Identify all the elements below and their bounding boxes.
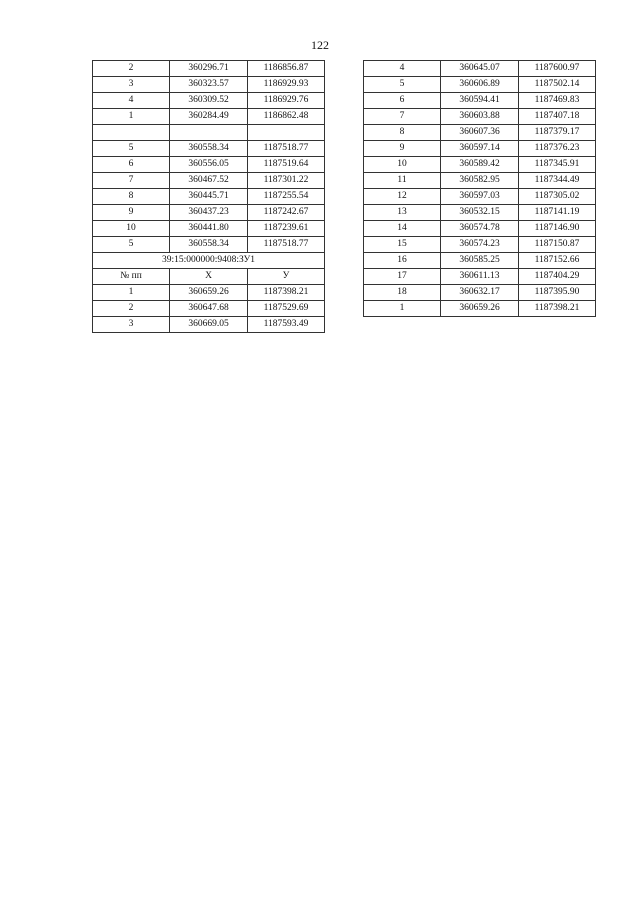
- parcel-caption-row: [93, 253, 325, 269]
- point-number-cell: 15: [364, 237, 441, 253]
- point-number-cell: 7: [364, 109, 441, 125]
- table-row: [93, 237, 325, 253]
- x-coordinate-cell: 360645.07: [441, 61, 519, 77]
- x-coordinate-cell: 360467.52: [170, 173, 248, 189]
- table-row: [93, 157, 325, 173]
- x-coordinate-cell: 360659.26: [170, 285, 248, 301]
- x-coordinate-cell: [170, 125, 248, 141]
- point-number-cell: 8: [93, 189, 170, 205]
- x-coordinate-cell: 360574.23: [441, 237, 519, 253]
- table-row: [93, 109, 325, 125]
- page-number: 122: [311, 38, 329, 52]
- point-number-cell: 10: [93, 221, 170, 237]
- point-number-cell: 2: [93, 301, 170, 317]
- table-row: [364, 125, 596, 141]
- y-coordinate-cell: 1187239.61: [248, 221, 325, 237]
- x-coordinate-cell: 360597.03: [441, 189, 519, 205]
- y-coordinate-cell: 1187519.64: [248, 157, 325, 173]
- point-number-cell: 1: [93, 285, 170, 301]
- y-coordinate-cell: 1187376.23: [519, 141, 596, 157]
- header-x: X: [170, 269, 248, 285]
- header-point-number: № пп: [93, 269, 170, 285]
- table-row: [364, 173, 596, 189]
- table-row: [364, 269, 596, 285]
- table-row: [364, 189, 596, 205]
- y-coordinate-cell: 1187529.69: [248, 301, 325, 317]
- x-coordinate-cell: 360597.14: [441, 141, 519, 157]
- y-coordinate-cell: 1187469.83: [519, 93, 596, 109]
- x-coordinate-cell: 360445.71: [170, 189, 248, 205]
- point-number-cell: 4: [364, 61, 441, 77]
- x-coordinate-cell: 360606.89: [441, 77, 519, 93]
- y-coordinate-cell: 1187395.90: [519, 285, 596, 301]
- coordinates-table-left: [92, 60, 325, 333]
- point-number-cell: 11: [364, 173, 441, 189]
- point-number-cell: 1: [364, 301, 441, 317]
- y-coordinate-cell: 1187379.17: [519, 125, 596, 141]
- point-number-cell: 8: [364, 125, 441, 141]
- table-row: [93, 125, 325, 141]
- table-row: [93, 141, 325, 157]
- point-number-cell: 13: [364, 205, 441, 221]
- table-row: [364, 109, 596, 125]
- table-row: [364, 301, 596, 317]
- y-coordinate-cell: 1187518.77: [248, 237, 325, 253]
- x-coordinate-cell: 360556.05: [170, 157, 248, 173]
- point-number-cell: 2: [93, 61, 170, 77]
- x-coordinate-cell: 360585.25: [441, 253, 519, 269]
- point-number-cell: [93, 125, 170, 141]
- table-row: [364, 205, 596, 221]
- point-number-cell: 9: [364, 141, 441, 157]
- table-row: [93, 189, 325, 205]
- point-number-cell: 17: [364, 269, 441, 285]
- x-coordinate-cell: 360437.23: [170, 205, 248, 221]
- table-row: [364, 141, 596, 157]
- y-coordinate-cell: 1187600.97: [519, 61, 596, 77]
- point-number-cell: 16: [364, 253, 441, 269]
- y-coordinate-cell: 1187593.49: [248, 317, 325, 333]
- table-row: [93, 221, 325, 237]
- x-coordinate-cell: 360574.78: [441, 221, 519, 237]
- x-coordinate-cell: 360611.13: [441, 269, 519, 285]
- x-coordinate-cell: 360309.52: [170, 93, 248, 109]
- y-coordinate-cell: 1187398.21: [248, 285, 325, 301]
- x-coordinate-cell: 360284.49: [170, 109, 248, 125]
- point-number-cell: 4: [93, 93, 170, 109]
- table-row: [364, 77, 596, 93]
- point-number-cell: 3: [93, 317, 170, 333]
- point-number-cell: 18: [364, 285, 441, 301]
- y-coordinate-cell: 1187407.18: [519, 109, 596, 125]
- parcel-number-caption: 39:15:000000:9408:ЗУ1: [93, 253, 325, 269]
- x-coordinate-cell: 360558.34: [170, 141, 248, 157]
- header-y: У: [248, 269, 325, 285]
- y-coordinate-cell: [248, 125, 325, 141]
- table-row: [93, 317, 325, 333]
- point-number-cell: 10: [364, 157, 441, 173]
- table-row: [93, 93, 325, 109]
- x-coordinate-cell: 360582.95: [441, 173, 519, 189]
- table-row: [93, 285, 325, 301]
- point-number-cell: 5: [93, 141, 170, 157]
- x-coordinate-cell: 360323.57: [170, 77, 248, 93]
- point-number-cell: 14: [364, 221, 441, 237]
- y-coordinate-cell: 1187150.87: [519, 237, 596, 253]
- y-coordinate-cell: 1187141.19: [519, 205, 596, 221]
- table-row: [364, 93, 596, 109]
- point-number-cell: 6: [364, 93, 441, 109]
- x-coordinate-cell: 360632.17: [441, 285, 519, 301]
- x-coordinate-cell: 360607.36: [441, 125, 519, 141]
- table-row: [364, 61, 596, 77]
- y-coordinate-cell: 1186856.87: [248, 61, 325, 77]
- x-coordinate-cell: 360594.41: [441, 93, 519, 109]
- y-coordinate-cell: 1187146.90: [519, 221, 596, 237]
- table-row: [93, 301, 325, 317]
- table-row: [93, 77, 325, 93]
- table-header-row: [93, 269, 325, 285]
- x-coordinate-cell: 360589.42: [441, 157, 519, 173]
- y-coordinate-cell: 1187518.77: [248, 141, 325, 157]
- y-coordinate-cell: 1187305.02: [519, 189, 596, 205]
- y-coordinate-cell: 1187152.66: [519, 253, 596, 269]
- x-coordinate-cell: 360669.05: [170, 317, 248, 333]
- y-coordinate-cell: 1187301.22: [248, 173, 325, 189]
- point-number-cell: 12: [364, 189, 441, 205]
- point-number-cell: 9: [93, 205, 170, 221]
- x-coordinate-cell: 360659.26: [441, 301, 519, 317]
- y-coordinate-cell: 1187398.21: [519, 301, 596, 317]
- table-row: [93, 205, 325, 221]
- x-coordinate-cell: 360296.71: [170, 61, 248, 77]
- x-coordinate-cell: 360558.34: [170, 237, 248, 253]
- y-coordinate-cell: 1187345.91: [519, 157, 596, 173]
- table-row: [364, 237, 596, 253]
- y-coordinate-cell: 1187404.29: [519, 269, 596, 285]
- x-coordinate-cell: 360647.68: [170, 301, 248, 317]
- point-number-cell: 3: [93, 77, 170, 93]
- table-row: [93, 173, 325, 189]
- y-coordinate-cell: 1186929.93: [248, 77, 325, 93]
- y-coordinate-cell: 1187344.49: [519, 173, 596, 189]
- y-coordinate-cell: 1186929.76: [248, 93, 325, 109]
- table-row: [364, 253, 596, 269]
- table-row: [364, 157, 596, 173]
- coordinates-table-right: [363, 60, 596, 317]
- x-coordinate-cell: 360532.15: [441, 205, 519, 221]
- y-coordinate-cell: 1186862.48: [248, 109, 325, 125]
- x-coordinate-cell: 360441.80: [170, 221, 248, 237]
- point-number-cell: 5: [364, 77, 441, 93]
- x-coordinate-cell: 360603.88: [441, 109, 519, 125]
- point-number-cell: 1: [93, 109, 170, 125]
- point-number-cell: 5: [93, 237, 170, 253]
- point-number-cell: 7: [93, 173, 170, 189]
- y-coordinate-cell: 1187242.67: [248, 205, 325, 221]
- table-row: [364, 221, 596, 237]
- point-number-cell: 6: [93, 157, 170, 173]
- y-coordinate-cell: 1187255.54: [248, 189, 325, 205]
- table-row: [364, 285, 596, 301]
- y-coordinate-cell: 1187502.14: [519, 77, 596, 93]
- table-row: [93, 61, 325, 77]
